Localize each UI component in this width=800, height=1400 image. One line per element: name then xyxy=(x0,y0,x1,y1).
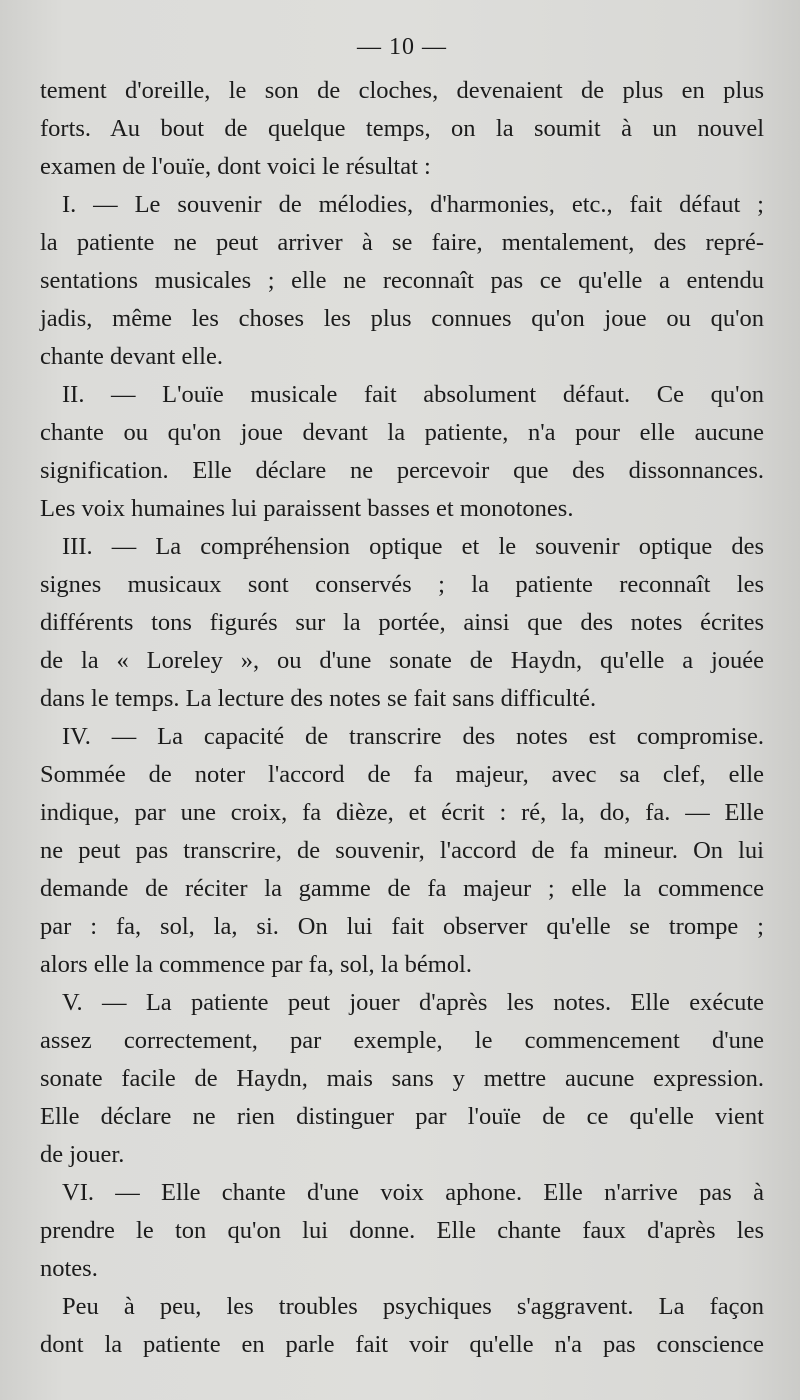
text-line: dont la patiente en parle fait voir qu'elle n'a pas conscience xyxy=(40,1331,764,1358)
text-line: V. — La patiente peut jouer d'après les notes. Elle exécute xyxy=(62,989,764,1016)
text-line: II. — L'ouïe musicale fait absolument défaut. Ce qu'on xyxy=(62,381,764,408)
text-line: assez correctement, par exemple, le commencement d'une xyxy=(40,1027,764,1054)
text-line: signes musicaux sont conservés ; la patiente reconnaît les xyxy=(40,571,764,598)
text-line: notes. xyxy=(40,1255,98,1282)
paragraph-section-i xyxy=(40,186,764,376)
text-line: jadis, même les choses les plus connues qu'on joue ou qu'on xyxy=(40,305,764,332)
text-line: signification. Elle déclare ne percevoir que des dissonnances. xyxy=(40,457,764,484)
text-line: Elle déclare ne rien distinguer par l'ouïe de ce qu'elle vient xyxy=(40,1103,764,1130)
text-line: indique, par une croix, fa dièze, et écrit : ré, la, do, fa. — Elle xyxy=(40,799,764,826)
paragraph-section-v xyxy=(40,984,764,1174)
paragraph-section-ii xyxy=(40,376,764,528)
text-line: la patiente ne peut arriver à se faire, mentalement, des repré- xyxy=(40,229,764,256)
text-line: de la « Loreley », ou d'une sonate de Haydn, qu'elle a jouée xyxy=(40,647,764,674)
paragraph-closing xyxy=(40,1288,764,1364)
text-line: chante ou qu'on joue devant la patiente, n'a pour elle aucune xyxy=(40,419,764,446)
paragraph-section-iii xyxy=(40,528,764,718)
text-line: forts. Au bout de quelque temps, on la soumit à un nouvel xyxy=(40,115,764,142)
text-line: dans le temps. La lecture des notes se fait sans difficulté. xyxy=(40,685,597,712)
text-line: par : fa, sol, la, si. On lui fait observer qu'elle se trompe ; xyxy=(40,913,764,940)
text-line: IV. — La capacité de transcrire des notes est compromise. xyxy=(62,723,764,750)
text-line: tement d'oreille, le son de cloches, devenaient de plus en plus xyxy=(40,77,764,104)
text-line: de jouer. xyxy=(40,1141,125,1168)
text-line: Les voix humaines lui paraissent basses et monotones. xyxy=(40,495,574,522)
page-number: — 10 — xyxy=(357,34,447,60)
text-line: examen de l'ouïe, dont voici le résultat : xyxy=(40,153,431,180)
text-line: Sommée de noter l'accord de fa majeur, avec sa clef, elle xyxy=(40,761,764,788)
text-line: VI. — Elle chante d'une voix aphone. Elle n'arrive pas à xyxy=(62,1179,764,1206)
text-line: alors elle la commence par fa, sol, la bémol. xyxy=(40,951,472,978)
text-line: sonate facile de Haydn, mais sans y mettre aucune expression. xyxy=(40,1065,764,1092)
text-line: différents tons figurés sur la portée, ainsi que des notes écrites xyxy=(40,609,764,636)
text-line: sentations musicales ; elle ne reconnaît pas ce qu'elle a entendu xyxy=(40,267,764,294)
paragraph-section-iv xyxy=(40,718,764,984)
body-text xyxy=(40,72,764,1364)
text-line: Peu à peu, les troubles psychiques s'aggravent. La façon xyxy=(62,1293,764,1320)
text-line: ne peut pas transcrire, de souvenir, l'accord de fa mineur. On lui xyxy=(40,837,764,864)
text-line: III. — La compréhension optique et le souvenir optique des xyxy=(62,533,764,560)
text-line: chante devant elle. xyxy=(40,343,223,370)
text-line: prendre le ton qu'on lui donne. Elle chante faux d'après les xyxy=(40,1217,764,1244)
paragraph-continuation xyxy=(40,72,764,186)
paragraph-section-vi xyxy=(40,1174,764,1288)
text-line: demande de réciter la gamme de fa majeur ; elle la commence xyxy=(40,875,764,902)
text-line: I. — Le souvenir de mélodies, d'harmonies, etc., fait défaut ; xyxy=(62,191,764,218)
